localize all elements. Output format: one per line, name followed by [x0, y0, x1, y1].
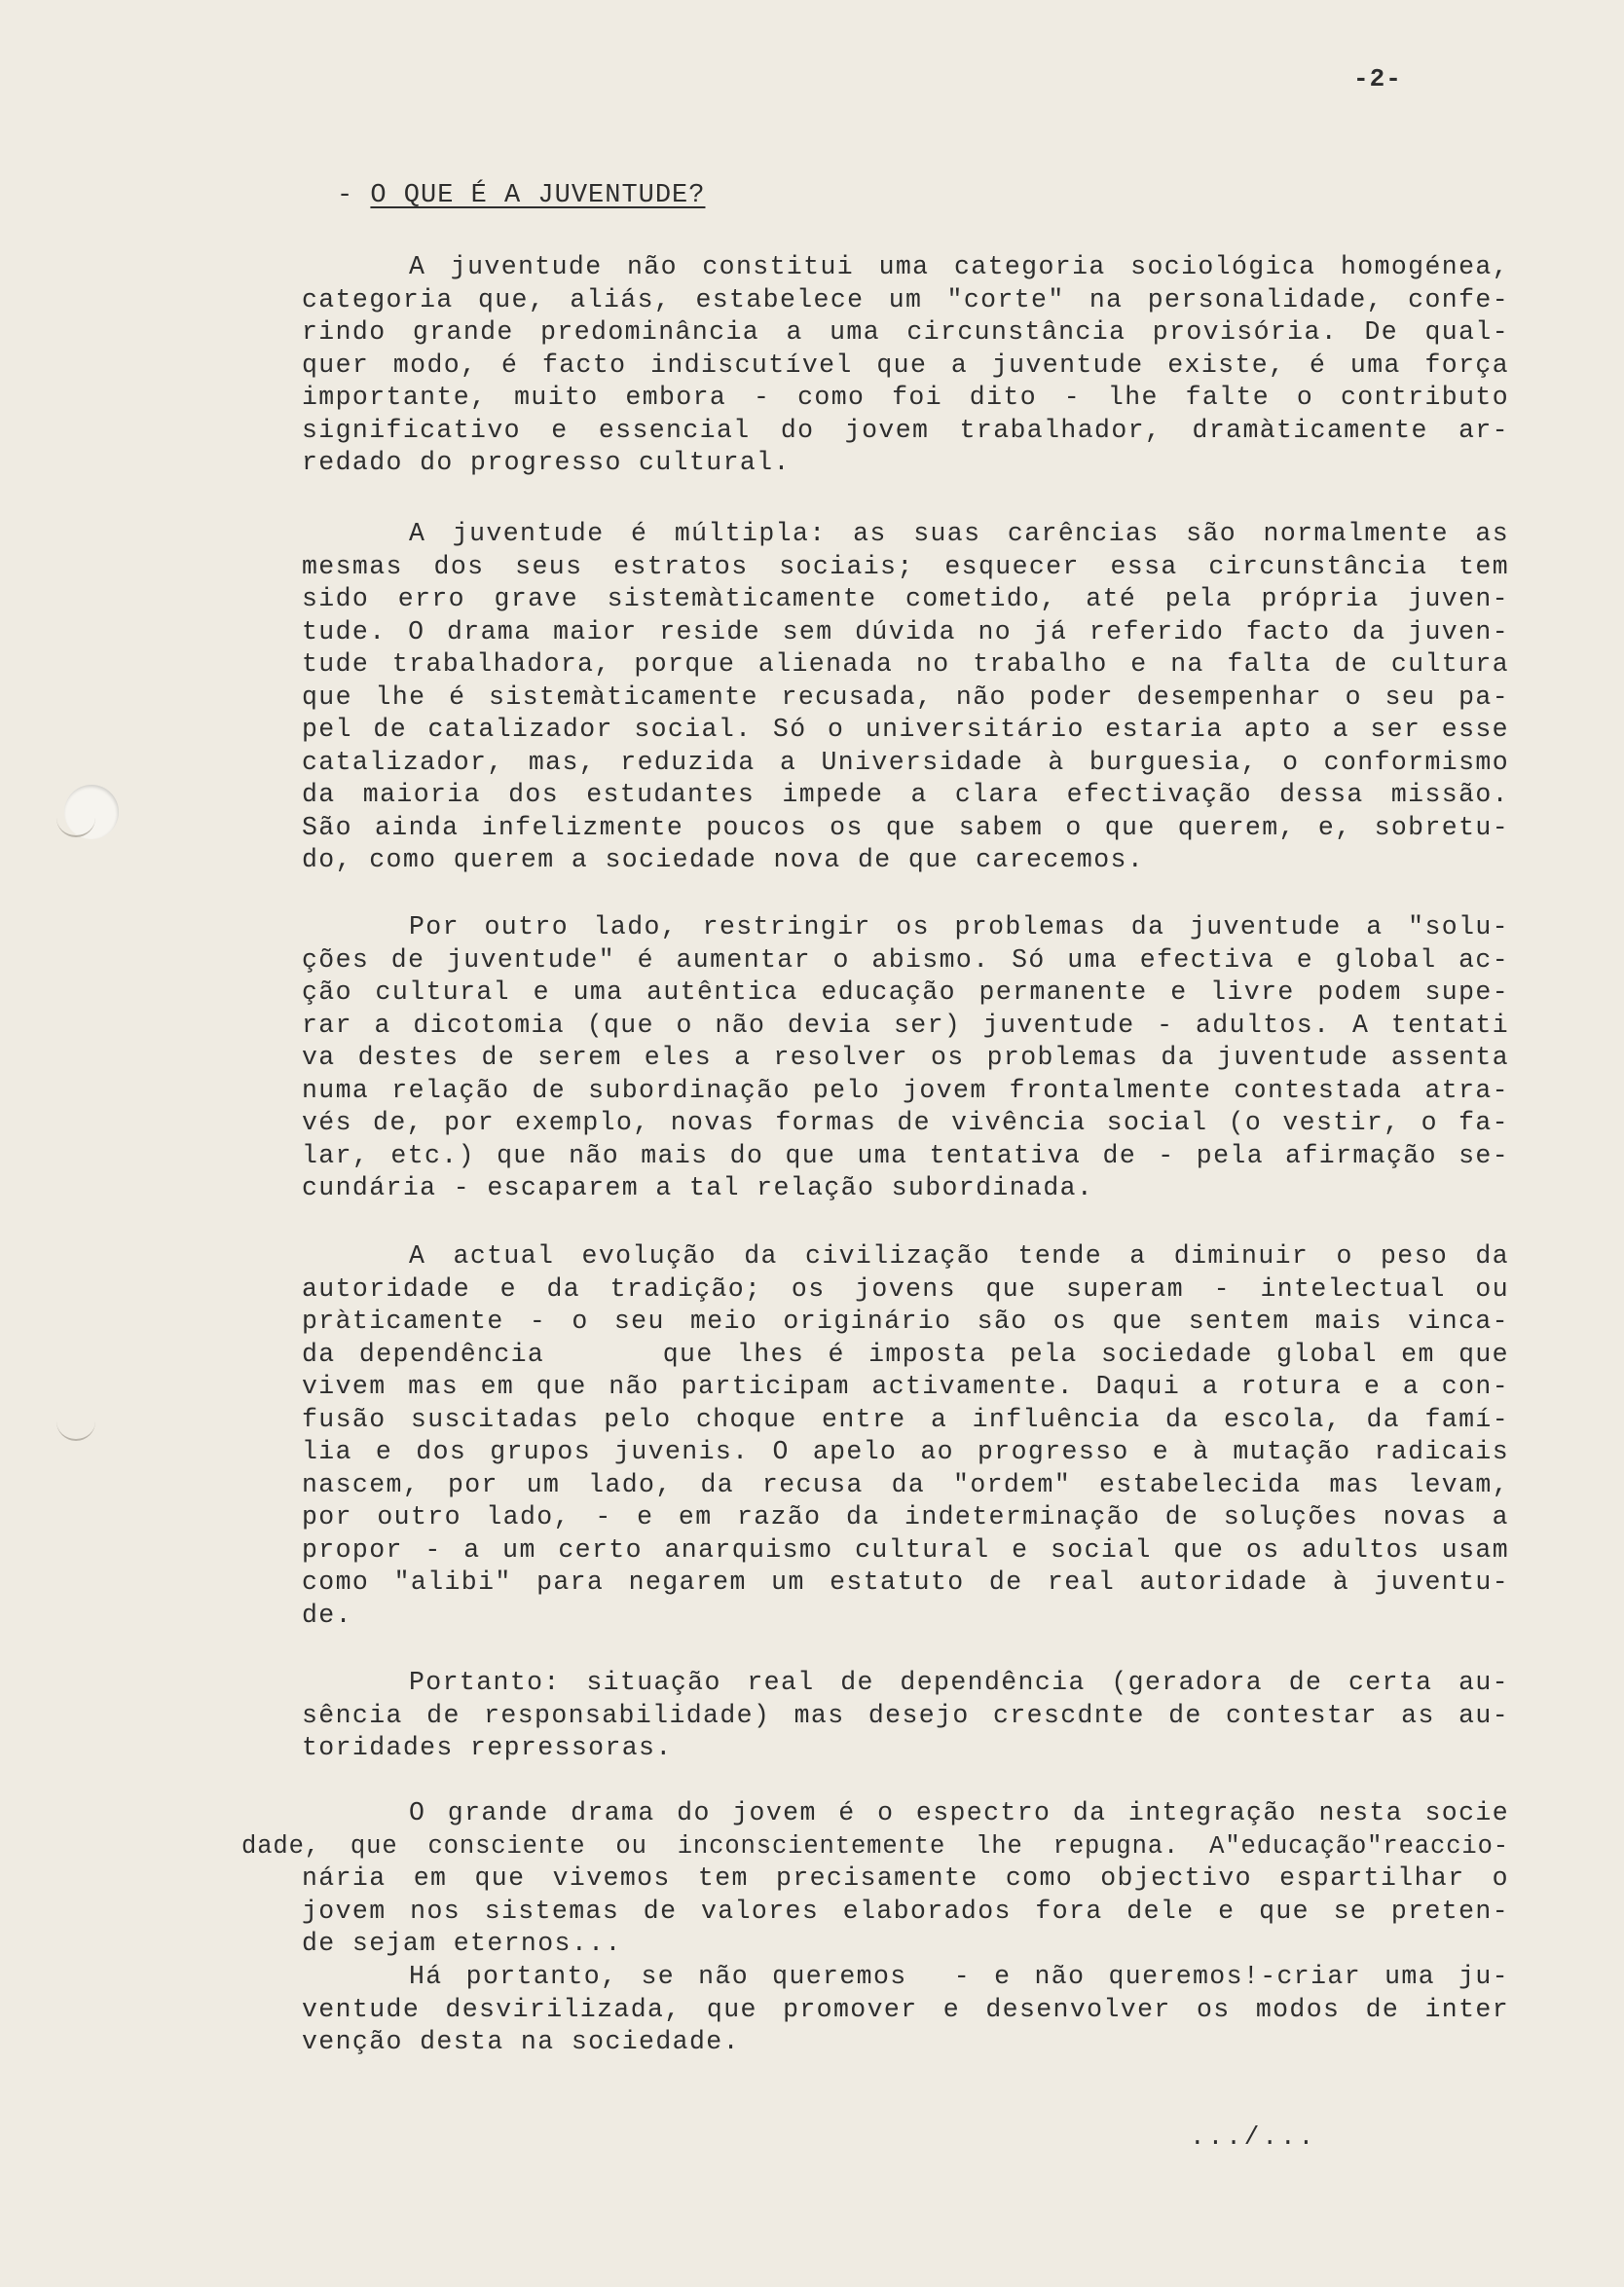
- paragraph-line: mesmas dos seus estratos sociais; esquecer essa circunstância tem: [302, 551, 1509, 581]
- page-number: -2-: [1353, 64, 1402, 93]
- paragraph-line: por outro lado, - e em razão da indeterminação de soluções novas a: [302, 1502, 1509, 1531]
- paragraph-line: jovem nos sistemas de valores elaborados fora dele e que se preten-: [302, 1896, 1509, 1926]
- paragraph-line: autoridade e da tradição; os jovens que superam - intelectual ou: [302, 1273, 1509, 1304]
- heading-title: O QUE É A JUVENTUDE?: [370, 181, 706, 210]
- paragraph-line: Por outro lado, restringir os problemas da juventude a "solu-: [409, 912, 1509, 941]
- paragraph-line: sido erro grave sistemàticamente cometido, até pela própria juven-: [302, 584, 1509, 613]
- continuation-mark: .../...: [1190, 2122, 1317, 2152]
- paragraph-line: nascem, por um lado, da recusa da "ordem" estabelecida mas levam,: [302, 1469, 1509, 1499]
- paragraph-line: A actual evolução da civilização tende a diminuir o peso da: [409, 1241, 1509, 1271]
- paragraph-line: significativo e essencial do jovem trabalhador, dramàticamente ar-: [302, 415, 1509, 445]
- paragraph-line: Portanto: situação real de dependência (geradora de certa au-: [409, 1668, 1509, 1697]
- paragraph-line: dade, que consciente ou inconscientemente lhe repugna. A"educação"reaccio-: [241, 1831, 1509, 1861]
- paragraph-line: importante, muito embora - como foi dito - lhe falte o contributo: [302, 383, 1509, 412]
- paragraph-line: da dependência que lhes é imposta pela sociedade global em que: [302, 1339, 1509, 1369]
- paragraph-line: que lhe é sistemàticamente recusada, não poder desempenhar o seu pa-: [302, 682, 1509, 712]
- paragraph-line: catalizador, mas, reduzida a Universidade à burguesia, o conformismo: [302, 747, 1509, 777]
- paragraph-line: pràticamente - o seu meio originário são os que sentem mais vinca-: [302, 1307, 1509, 1336]
- paragraph-3: [302, 911, 1509, 1205]
- paragraph-line: lia e dos grupos juvenis. O apelo ao progresso e à mutação radicais: [302, 1437, 1509, 1466]
- paragraph-line: O grande drama do jovem é o espectro da integração nesta socie: [409, 1798, 1509, 1827]
- paragraph-7: [302, 1961, 1509, 2059]
- paragraph-1: [302, 251, 1509, 480]
- paragraph-line: toridades repressoras.: [302, 1733, 673, 1762]
- paragraph-line: va destes de serem eles a resolver os problemas da juventude assenta: [302, 1043, 1509, 1072]
- paragraph-line: rar a dicotomia (que o não devia ser) juventude - adultos. A tentati: [302, 1010, 1509, 1040]
- paragraph-line: tude. O drama maior reside sem dúvida no já referido facto da juven-: [302, 616, 1509, 646]
- paragraph-line: de.: [302, 1600, 352, 1630]
- paragraph-line: ventude desvirilizada, que promover e desenvolver os modos de inter: [302, 1994, 1509, 2024]
- paragraph-line: ções de juventude" é aumentar o abismo. Só uma efectiva e global ac-: [302, 944, 1509, 975]
- paragraph-line: quer modo, é facto indiscutível que a juventude existe, é uma força: [302, 350, 1509, 380]
- paragraph-line: tude trabalhadora, porque alienada no trabalho e na falta de cultura: [302, 649, 1509, 679]
- paragraph-line: propor - a um certo anarquismo cultural e social que os adultos usam: [302, 1534, 1509, 1565]
- paragraph-line: vivem mas em que não participam activamente. Daqui a rotura e a con-: [302, 1372, 1509, 1401]
- paragraph-line: nária em que vivemos tem precisamente como objectivo espartilhar o: [302, 1863, 1509, 1893]
- paragraph-6: [241, 1797, 1509, 1961]
- paragraph-line: redado do progresso cultural.: [302, 448, 791, 477]
- paragraph-line: do, como querem a sociedade nova de que carecemos.: [302, 845, 1145, 874]
- paragraph-line: São ainda infelizmente poucos os que sabem o que querem, e, sobretu-: [302, 812, 1509, 842]
- paragraph-line: A juventude não constitui uma categoria sociológica homogénea,: [409, 252, 1509, 281]
- paragraph-line: sência de responsabilidade) mas desejo crescdnte de contestar as au-: [302, 1700, 1509, 1730]
- paragraph-line: fusão suscitadas pelo choque entre a influência da escola, da famí-: [302, 1404, 1509, 1434]
- paragraph-line: categoria que, aliás, estabelece um "corte" na personalidade, confe-: [302, 284, 1509, 314]
- paragraph-2: [302, 518, 1509, 877]
- paragraph-line: vés de, por exemplo, novas formas de vivência social (o vestir, o fa-: [302, 1108, 1509, 1137]
- paragraph-line: cundária - escaparem a tal relação subordinada.: [302, 1173, 1094, 1202]
- paragraph-line: como "alibi" para negarem um estatuto de real autoridade à juventu-: [302, 1568, 1509, 1597]
- paragraph-line: numa relação de subordinação pelo jovem frontalmente contestada atra-: [302, 1075, 1509, 1105]
- paragraph-line: ção cultural e uma autêntica educação permanente e livre podem supe-: [302, 978, 1509, 1007]
- paragraph-line: venção desta na sociedade.: [302, 2027, 740, 2056]
- paragraph-line: da maioria dos estudantes impede a clara efectivação dessa missão.: [302, 780, 1509, 809]
- paragraph-line: pel de catalizador social. Só o universitário estaria apto a ser esse: [302, 715, 1509, 744]
- paragraph-4: [302, 1240, 1509, 1632]
- paragraph-line: lar, etc.) que não mais do que uma tentativa de - pela afirmação se-: [302, 1140, 1509, 1170]
- paragraph-line: A juventude é múltipla: as suas carências são normalmente as: [409, 519, 1509, 548]
- paragraph-line: Há portanto, se não queremos - e não queremos!-criar uma ju-: [409, 1962, 1509, 1991]
- section-heading: [337, 181, 705, 210]
- paragraph-line: rindo grande predominância a uma circunstância provisória. De qual-: [302, 317, 1509, 347]
- paragraph-5: [302, 1667, 1509, 1765]
- punch-hole-bottom-shadow: [56, 1420, 95, 1441]
- paragraph-line: de sejam eternos...: [302, 1929, 622, 1958]
- heading-dash: -: [337, 181, 371, 210]
